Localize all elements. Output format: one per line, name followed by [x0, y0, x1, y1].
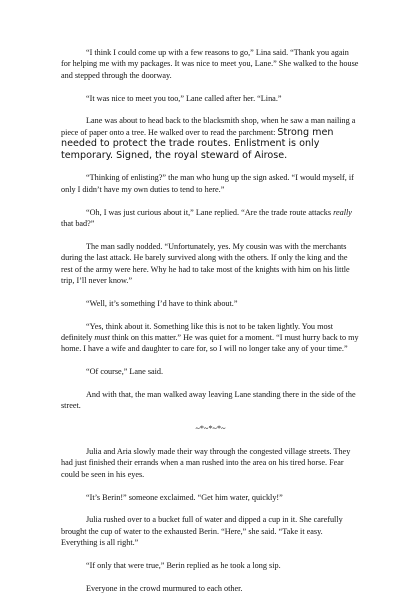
paragraph-text: that bad?” [61, 219, 95, 229]
scene-break: ~*~*~*~ [195, 424, 226, 434]
paragraph: “If only that were true,” Berin replied as he took a long sip. [86, 561, 281, 571]
paragraph [61, 115, 360, 161]
paragraph: And with that, the man walked away leaving Lane standing there in the side of the street. [61, 390, 356, 411]
paragraph-text: Lane was about to head back to the blacksmith shop, when he saw a man nailing a piece of paper onto a tree. He walked over to read the parchment: [61, 116, 356, 137]
paragraph: “It was nice to meet you too,” Lane called after her. “Lina.” [86, 93, 282, 103]
paragraph: “It’s Berin!” someone exclaimed. “Get him water, quickly!” [86, 492, 283, 502]
emphasis-text: really [333, 207, 352, 217]
paragraph: Everyone in the crowd murmured to each other. [86, 583, 243, 593]
paragraph-text: think on this matter.” He was quiet for a moment. “I must hurry back to my home. I have a wife and daughter to care for, so I will no longer take any of your time.” [61, 333, 359, 354]
paragraph-text: “Oh, I was just curious about it,” Lane replied. “Are the trade route attacks [86, 207, 334, 217]
paragraph: “I think I could come up with a few reasons to go,” Lina said. “Thank you again for helping me with my packages. It was nice to meet you, Lane.” She walked to the house and stepped through the doorway. [61, 48, 359, 80]
emphasis-text: must [94, 333, 110, 343]
paragraph-text: “Yes, think about it. Something like this is not to be taken lightly. You most definitely [61, 321, 333, 343]
paragraph: Julia and Aria slowly made their way through the congested village streets. They had just finished their errands when a man rushed into the area on his tired horse. Fear could be seen in his eyes. [61, 447, 351, 479]
paragraph [61, 207, 360, 230]
paragraph [61, 321, 360, 355]
paragraph: “Of course,” Lane said. [86, 367, 164, 377]
parchment-sign-text: Strong men needed to protect the trade routes. Enlistment is only temporary. Signed, the royal steward of Airose. [61, 126, 334, 161]
paragraph: Julia rushed over to a bucket full of water and dipped a cup in it. She carefully brought the cup of water to the exhausted Berin. “Here,” she said. “Take it easy. Everything is all right.” [61, 515, 343, 548]
paragraph: “Well, it’s something I’d have to think about.” [86, 298, 238, 308]
paragraph: The man sadly nodded. “Unfortunately, yes. My cousin was with the merchants during the last attack. He barely survived along with the others. If only the king and the rest of the army were here. Why he had to take most of the knights with him on his little trip, I’ll never know.” [61, 241, 350, 286]
paragraph: “Thinking of enlisting?” the man who hung up the sign asked. “I would myself, if only I didn’t have my own duties to tend to here.” [61, 173, 354, 194]
